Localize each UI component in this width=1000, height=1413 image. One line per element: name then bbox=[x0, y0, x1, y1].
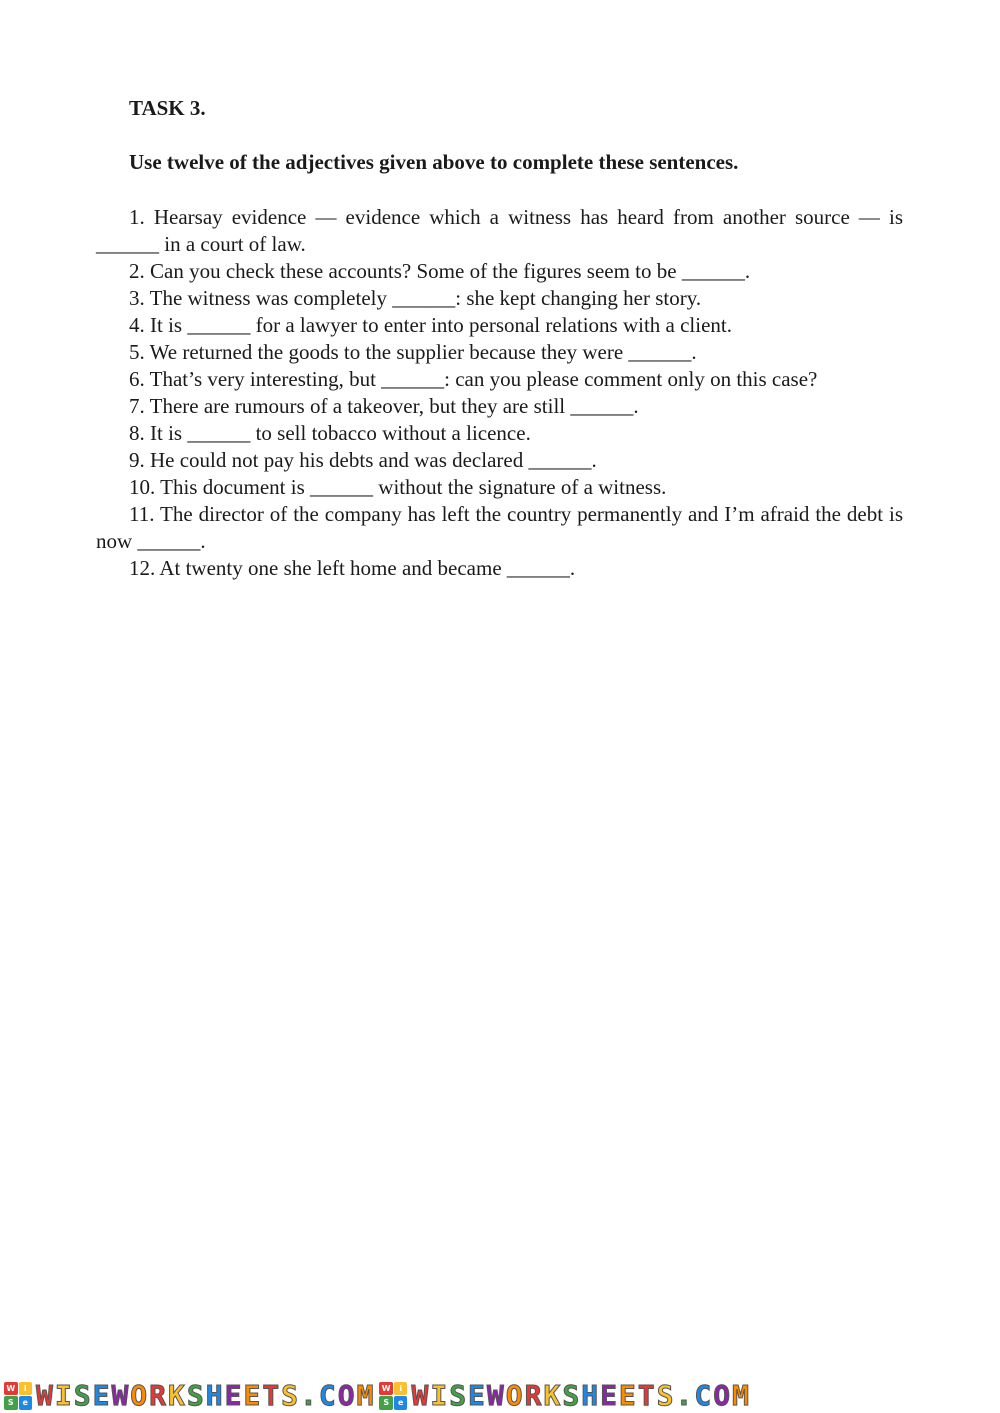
logo-text: WISEWORKSHEETS.COM bbox=[411, 1379, 751, 1412]
sentence-3: 3. The witness was completely ______: she kept changing her story. bbox=[129, 286, 702, 310]
logo-text: WISEWORKSHEETS.COM bbox=[36, 1379, 376, 1412]
sentence-11: 11. The director of the company has left the country permanently and I’m afraid the debt is now ______. bbox=[96, 502, 903, 553]
sentence-4: 4. It is ______ for a lawyer to enter into personal relations with a client. bbox=[129, 313, 733, 337]
sentence-10: 10. This document is ______ without the signature of a witness. bbox=[129, 475, 667, 499]
sentence-6: 6. That’s very interesting, but ______: can you please comment only on this case? bbox=[129, 367, 818, 391]
sentence-7: 7. There are rumours of a takeover, but they are still ______. bbox=[129, 394, 639, 418]
task-instruction: Use twelve of the adjectives given above to complete these sentences. bbox=[129, 150, 739, 174]
watermark-logo-1 bbox=[4, 1379, 375, 1412]
watermark-logo-2 bbox=[379, 1379, 750, 1412]
task-title: TASK 3. bbox=[129, 96, 206, 120]
logo-mark-icon: W i S e bbox=[4, 1382, 32, 1410]
sentence-12: 12. At twenty one she left home and became ______. bbox=[129, 556, 576, 580]
logo-mark-icon: W i S e bbox=[379, 1382, 407, 1410]
sentence-1: 1. Hearsay evidence — evidence which a witness has heard from another source — is ______ in a court of law. bbox=[96, 205, 903, 256]
sentence-9: 9. He could not pay his debts and was declared ______. bbox=[129, 448, 597, 472]
footer-watermark bbox=[0, 1378, 1000, 1413]
sentence-8: 8. It is ______ to sell tobacco without a licence. bbox=[129, 421, 531, 445]
sentence-2: 2. Can you check these accounts? Some of the figures seem to be ______. bbox=[129, 259, 751, 283]
sentence-5: 5. We returned the goods to the supplier because they were ______. bbox=[129, 340, 697, 364]
sentence-list bbox=[96, 204, 903, 582]
